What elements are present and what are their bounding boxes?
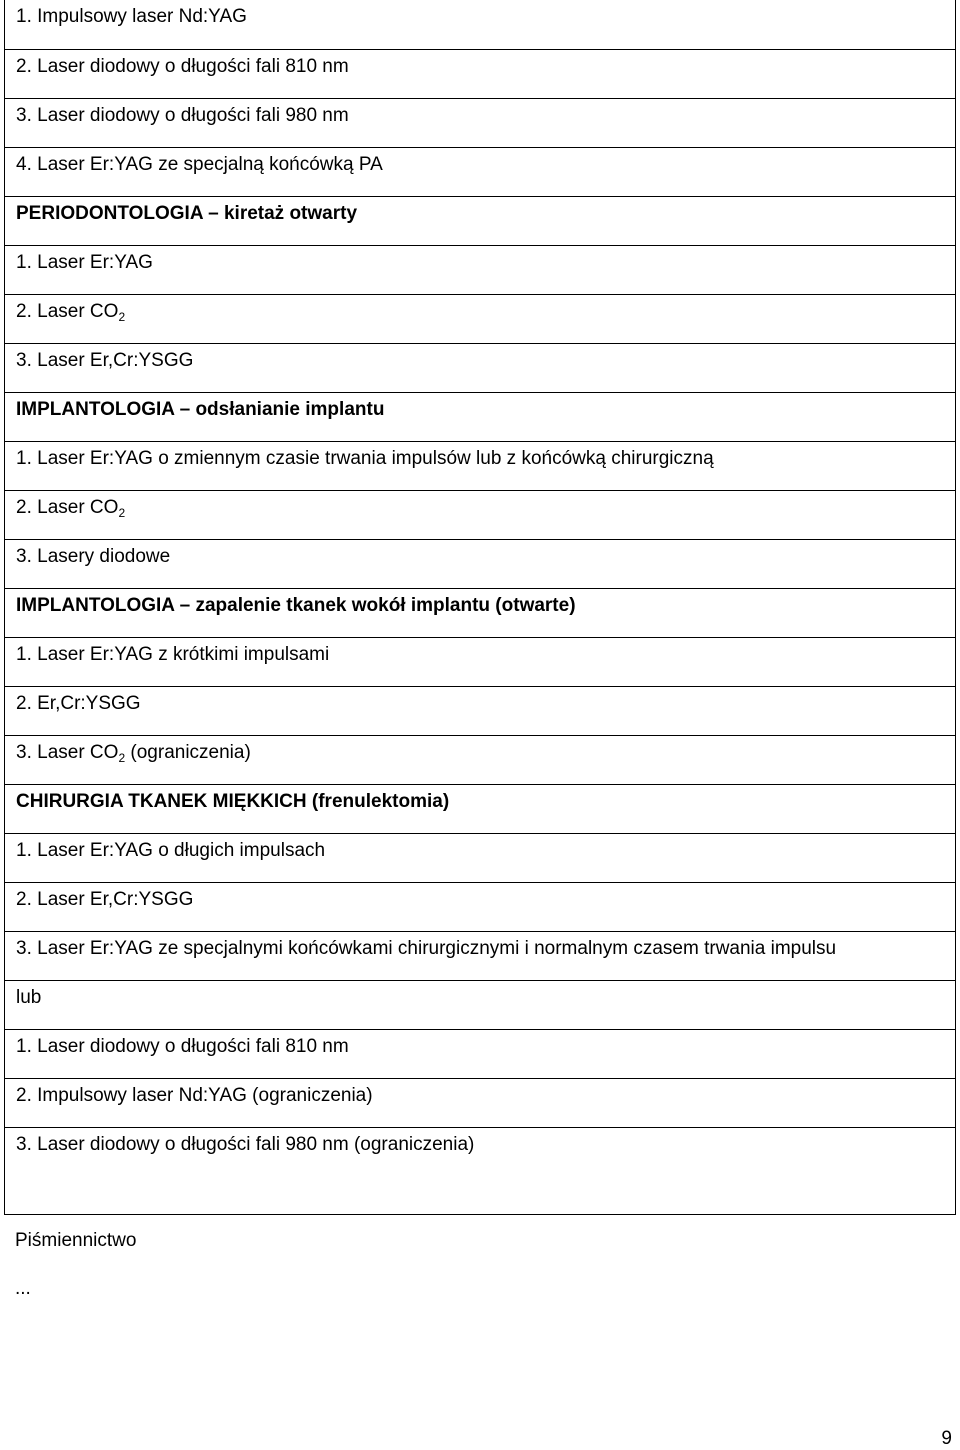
cell-text: 1. Laser Er:YAG z krótkimi impulsami bbox=[16, 643, 330, 665]
table-cell bbox=[5, 0, 956, 49]
section-heading-cell bbox=[5, 392, 956, 441]
table-cell bbox=[5, 441, 956, 490]
cell-text-suffix: (ograniczenia) bbox=[125, 741, 251, 763]
cell-text: 3. Lasery diodowe bbox=[16, 545, 171, 567]
references-heading: Piśmiennictwo bbox=[15, 1230, 137, 1251]
cell-text: lub bbox=[16, 986, 42, 1008]
section-heading-cell bbox=[5, 588, 956, 637]
table-cell bbox=[5, 882, 956, 931]
ellipsis-text: ... bbox=[15, 1278, 31, 1299]
table-cell bbox=[5, 833, 956, 882]
table-cell bbox=[5, 931, 956, 980]
cell-text: 4. Laser Er:YAG ze specjalną końcówką PA bbox=[16, 153, 383, 175]
table-cell bbox=[5, 245, 956, 294]
cell-text: 1. Laser Er:YAG o zmiennym czasie trwania impulsów lub z końcówką chirurgiczną bbox=[16, 447, 714, 469]
table-cell bbox=[5, 294, 956, 343]
cell-text: 2. Laser CO bbox=[16, 300, 119, 322]
table-cell bbox=[5, 735, 956, 784]
cell-text: 2. Laser CO bbox=[16, 496, 119, 518]
laser-procedures-table bbox=[4, 0, 956, 1215]
section-heading-cell bbox=[5, 784, 956, 833]
section-heading: PERIODONTOLOGIA – kiretaż otwarty bbox=[16, 202, 358, 224]
cell-text: 3. Laser Er,Cr:YSGG bbox=[16, 349, 194, 371]
subscript: 2 bbox=[118, 505, 126, 520]
table-cell bbox=[5, 539, 956, 588]
section-heading: CHIRURGIA TKANEK MIĘKKICH (frenulektomia) bbox=[16, 790, 450, 812]
cell-text: 1. Impulsowy laser Nd:YAG bbox=[16, 6, 247, 27]
cell-text: 3. Laser Er:YAG ze specjalnymi końcówkami chirurgicznymi i normalnym czasem trwania impulsu bbox=[16, 937, 837, 959]
cell-text: 1. Laser diodowy o długości fali 810 nm bbox=[16, 1035, 349, 1057]
table-cell bbox=[5, 686, 956, 735]
table-cell bbox=[5, 98, 956, 147]
cell-text: 3. Laser diodowy o długości fali 980 nm bbox=[16, 104, 349, 126]
cell-text: 3. Laser CO bbox=[16, 741, 119, 763]
section-heading: IMPLANTOLOGIA – odsłanianie implantu bbox=[16, 398, 385, 420]
table-cell bbox=[5, 1127, 956, 1214]
subscript: 2 bbox=[118, 750, 126, 765]
table-cell bbox=[5, 147, 956, 196]
cell-text: 2. Laser diodowy o długości fali 810 nm bbox=[16, 55, 349, 77]
page-number: 9 bbox=[941, 1428, 952, 1449]
cell-text: 3. Laser diodowy o długości fali 980 nm (ograniczenia) bbox=[16, 1133, 475, 1155]
cell-text: 1. Laser Er:YAG o długich impulsach bbox=[16, 839, 326, 861]
table-cell bbox=[5, 49, 956, 98]
cell-text: 2. Impulsowy laser Nd:YAG (ograniczenia) bbox=[16, 1084, 373, 1106]
table-cell bbox=[5, 980, 956, 1029]
table-cell bbox=[5, 637, 956, 686]
cell-text: 2. Er,Cr:YSGG bbox=[16, 692, 141, 714]
table-cell bbox=[5, 343, 956, 392]
cell-text: 2. Laser Er,Cr:YSGG bbox=[16, 888, 194, 910]
cell-text: 1. Laser Er:YAG bbox=[16, 251, 153, 273]
subscript: 2 bbox=[118, 309, 126, 324]
table-cell bbox=[5, 1078, 956, 1127]
table-cell bbox=[5, 490, 956, 539]
section-heading: IMPLANTOLOGIA – zapalenie tkanek wokół implantu (otwarte) bbox=[16, 594, 576, 616]
table-cell bbox=[5, 1029, 956, 1078]
section-heading-cell bbox=[5, 196, 956, 245]
